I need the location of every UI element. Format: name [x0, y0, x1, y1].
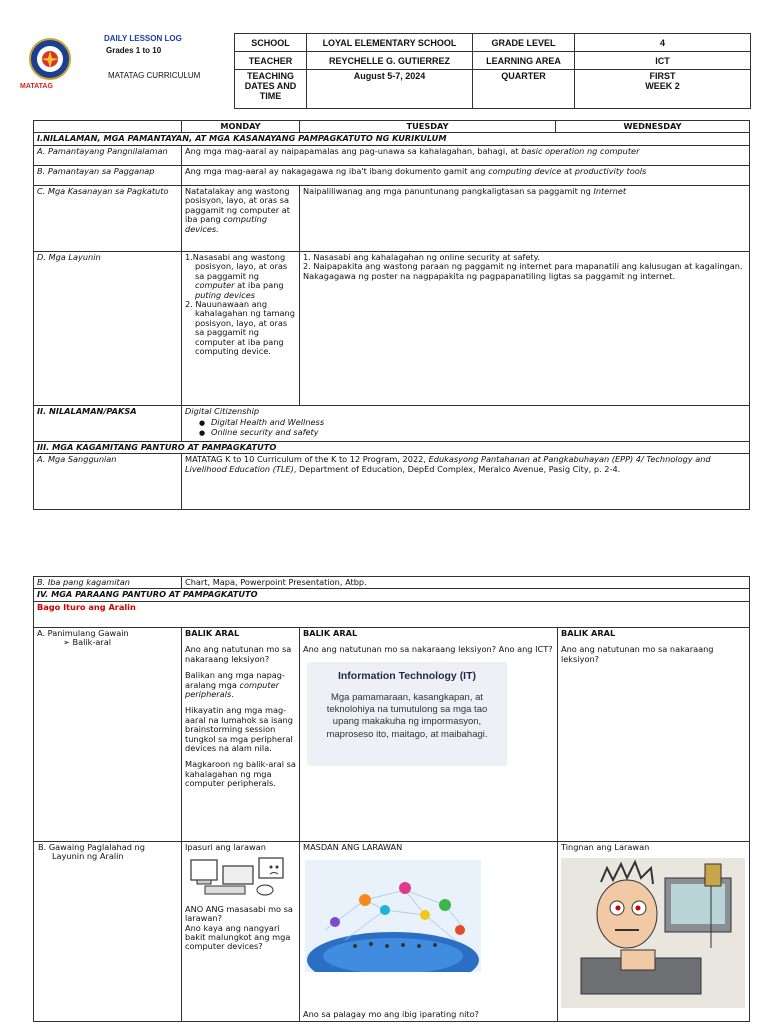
grade-label: GRADE LEVEL [473, 34, 575, 52]
objectives-monday: 1.Nasasabi ang wastong posisyon, layo, at oras sa paggamit ng computer at iba pang puting devices 2. Nauunawaan ang kahalagahan ng tamang posisyon, layo, at oras sa paggamit ng computer at iba pang computing device. [182, 251, 300, 405]
header-block [18, 33, 750, 109]
school-value: LOYAL ELEMENTARY SCHOOL [307, 34, 473, 52]
day-monday: MONDAY [182, 121, 300, 133]
brand-logo: MATATAG [20, 83, 53, 90]
school-label: SCHOOL [235, 34, 307, 52]
objective-activity-tuesday: MASDAN ANG LARAWAN Ano sa palagay mo ang ibig iparating nito? [300, 841, 558, 1021]
label-panimulang-gawain: A. Panimulang Gawain ➢ Balik-aral [34, 627, 182, 841]
it-definition-card [307, 662, 507, 766]
label-paglalahad: B. Gawaing Paglalahad ng Layunin ng Aralin [34, 841, 182, 1021]
references: MATATAG K to 10 Curriculum of the K to 12 Program, 2022, Edukasyong Pantahanan at Pangkabuhayan (EPP) 4/ Technology and Livelihood Education (TLE), Department of Education, DepEd Complex, Meralco Avenue, Pasig City, p. 2-4. [182, 454, 750, 510]
dates-label: TEACHING DATES AND TIME [235, 70, 307, 109]
label-layunin: D. Mga Layunin [34, 251, 182, 405]
curriculum: MATATAG CURRICULUM [108, 71, 201, 80]
area-label: LEARNING AREA [473, 52, 575, 70]
section-4-title: IV. MGA PARAANG PANTURO AT PAMPAGKATUTO [34, 589, 750, 601]
teacher-label: TEACHER [235, 52, 307, 70]
other-materials: Chart, Mapa, Powerpoint Presentation, Atbp. [182, 577, 750, 589]
teacher-value: REYCHELLE G. GUTIERREZ [307, 52, 473, 70]
arrow-bullet-icon: ➢ [63, 637, 70, 648]
performance-standard: Ang mga mag-aaral ay nakagagawa ng iba't ibang dokumento gamit ang computing device at productivity tools [182, 165, 750, 185]
objectives-tuesday: 1. Nasasabi ang kahalagahan ng online security at safety. 2. Naipapakita ang wastong paraan ng paggamit ng internet para mapanatili ang kalusugan at kagalingan. Nakagagawa ng poster na nagpapakita ng pagpapanatiling ligtas sa paggamit ng internet. [300, 251, 750, 405]
competency-monday: Natatalakay ang wastong posisyon, layo, at oras sa paggamit ng computer at iba pang computing devices. [182, 185, 300, 251]
log-title: DAILY LESSON LOG [104, 34, 182, 43]
quarter-value: FIRST [649, 71, 676, 81]
section-1-title: I.NILALAMAN, MGA PAMANTAYAN, AT MGA KASANAYANG PAMPAGKATUTO NG KURIKULUM [34, 133, 750, 145]
week-value: WEEK 2 [645, 81, 680, 91]
lesson-table-2 [33, 576, 750, 1022]
content-standard: Ang mga mag-aaral ay naipapamalas ang pag-unawa sa kahalagahan, bahagi, at basic operation ng computer [182, 145, 750, 165]
corner-cell [34, 121, 182, 133]
day-tuesday: TUESDAY [300, 121, 556, 133]
header-table [234, 33, 751, 109]
section-2-title: II. NILALAMAN/PAKSA [34, 405, 182, 441]
review-wednesday: BALIK ARAL Ano ang natutunan mo sa nakaraang leksiyon? [558, 627, 750, 841]
sad-computer-devices-image [185, 854, 293, 898]
label-pamantayan-sa-pagganap: B. Pamantayan sa Pagganap [34, 165, 182, 185]
topic-cell: Digital Citizenship ● Digital Health and Wellness ● Online security and safety [182, 405, 750, 441]
deped-seal-icon [28, 37, 72, 81]
before-lesson-heading: Bago Ituro ang Aralin [34, 601, 750, 627]
area-value: ICT [575, 52, 751, 70]
label-iba-pang-kagamitan: B. Iba pang kagamitan [34, 577, 182, 589]
competency-tuesday: Naipaliliwanag ang mga panuntunang pangkaligtasan sa paggamit ng Internet [300, 185, 750, 251]
lesson-table-1 [33, 120, 750, 510]
global-network-image [305, 860, 481, 972]
grade-value: 4 [575, 34, 751, 52]
dates-value: August 5-7, 2024 [307, 70, 473, 109]
review-monday: BALIK ARAL Ano ang natutunan mo sa nakaraang leksiyon? Balikan ang mga napag-aralang mga computer peripherals. Hikayatin ang mga mag-aaral na lumahok sa isang brainstorming session tungkol sa mga peripheral devices na alam nila. Magkaroon ng balik-aral sa kahalagahan ng mga computer peripherals. [182, 627, 300, 841]
it-card-title: Information Technology (IT) [337, 669, 477, 682]
section-3-title: III. MGA KAGAMITANG PANTURO AT PAMPAGKATUTO [34, 441, 750, 453]
label-sanggunian: A. Mga Sanggunian [34, 454, 182, 510]
quarter-label: QUARTER [473, 70, 575, 109]
objective-activity-wednesday: Tingnan ang Larawan [558, 841, 750, 1021]
quarter-cell [575, 70, 751, 109]
stressed-computer-user-image [561, 858, 745, 1008]
review-tuesday: BALIK ARAL Ano ang natutunan mo sa nakaraang leksiyon? Ano ang ICT? Information Technology (IT) Mga pamamaraan, kasangkapan, at teknolohiya na tumutulong sa mga tao upang makakuha ng impormasyon, maproseso ito, maitago, at maibahagi. [300, 627, 558, 841]
topic-item: ● Digital Health and Wellness [199, 418, 746, 427]
objective-activity-monday: Ipasuri ang larawan ANO ANG masasabi mo sa larawan? Ano kaya ang nangyari bakit malungkot ang mga computer devices? [182, 841, 300, 1021]
it-card-body: Mga pamamaraan, kasangkapan, at teknolohiya na tumutulong sa mga tao upang makakuha ng impormasyon, maproseso ito, maitago, at maibahagi. [326, 691, 488, 740]
label-kasanayan: C. Mga Kasanayan sa Pagkatuto [34, 185, 182, 251]
day-wednesday: WEDNESDAY [556, 121, 750, 133]
grades: Grades 1 to 10 [106, 46, 162, 55]
topic-item: ● Online security and safety [199, 428, 746, 437]
label-pamantayang-pangnilalaman: A. Pamantayang Pangnilalaman [34, 145, 182, 165]
